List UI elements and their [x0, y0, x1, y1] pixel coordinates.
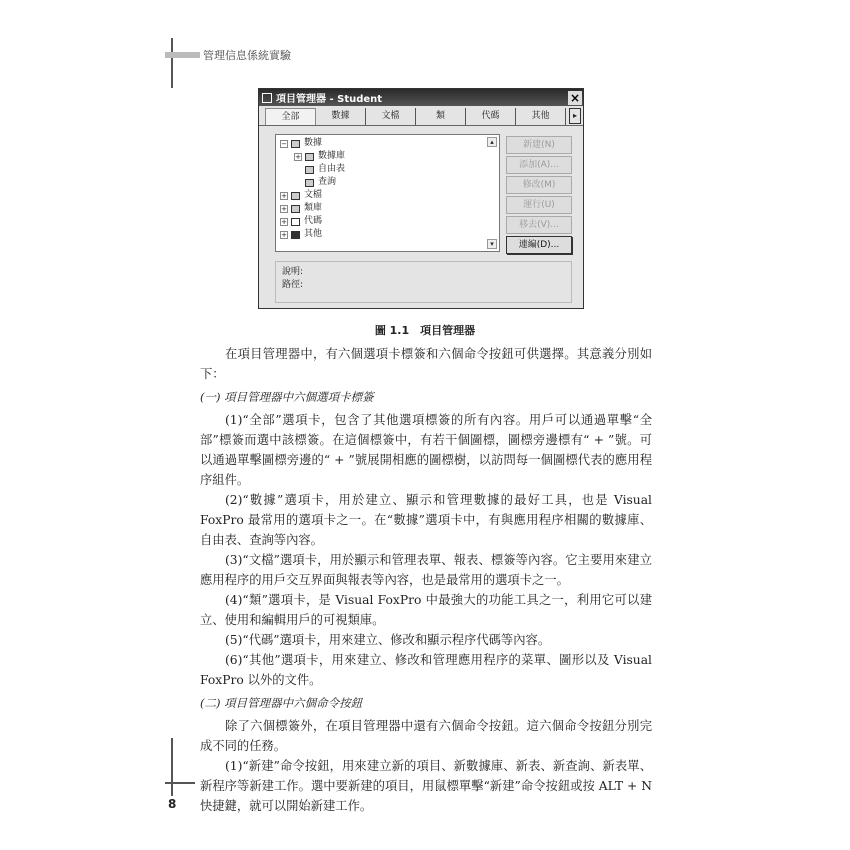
expand-icon[interactable]: + [281, 217, 287, 226]
document-icon [291, 192, 300, 200]
dialog-title: 項目管理器 - Student [276, 94, 383, 105]
class-library-icon [291, 205, 300, 213]
margin-rule-bottom [171, 738, 173, 796]
tree-node-other[interactable] [280, 228, 495, 241]
footer-rule [165, 782, 195, 784]
expand-icon[interactable]: + [281, 191, 287, 200]
node-label: 文檔 [304, 190, 323, 200]
paragraph-tab-classes: (4)“類”選項卡，是 Visual FoxPro 中最強大的功能工具之一，利用它可以建立、使用和編輯用戶的可視類庫。 [200, 593, 652, 627]
build-button[interactable]: 連編(D)... [506, 236, 572, 254]
section-heading-tabs: (一) 項目管理器中六個選項卡標簽 [200, 390, 374, 404]
scroll-down-icon[interactable]: ▾ [487, 239, 497, 249]
tree-node-class-libraries[interactable] [280, 202, 495, 215]
code-icon [291, 218, 300, 226]
tab-strip [259, 106, 583, 126]
data-icon [291, 140, 300, 148]
scroll-up-icon[interactable]: ▴ [487, 137, 497, 147]
intro-paragraph: 在項目管理器中，有六個選項卡標簽和六個命令按鈕可供選擇。其意義分別如下： [200, 347, 652, 381]
paragraph-buttons-intro: 除了六個標簽外，在項目管理器中還有六個命令按鈕。這六個命令按鈕分別完成不同的任務。 [200, 719, 652, 753]
section-heading-buttons: (二) 項目管理器中六個命令按鈕 [200, 696, 363, 710]
tree-node-queries[interactable] [280, 176, 495, 189]
node-label: 自由表 [318, 164, 346, 174]
remove-button[interactable]: 移去(V)... [506, 216, 572, 234]
description-label: 說明: [282, 267, 304, 277]
project-manager-dialog [258, 88, 584, 309]
node-label: 類庫 [304, 203, 323, 213]
page-number: 8 [168, 797, 177, 811]
app-icon [262, 93, 272, 103]
tab-other[interactable]: 其他 [516, 108, 566, 125]
node-label: 其他 [304, 229, 323, 239]
run-button[interactable]: 運行(U) [506, 196, 572, 214]
add-button[interactable]: 添加(A)... [506, 156, 572, 174]
close-icon[interactable]: × [569, 90, 581, 105]
header-bar [165, 52, 200, 58]
new-button[interactable]: 新建(N) [506, 136, 572, 154]
paragraph-tab-data: (2)“數據”選項卡，用於建立、顯示和管理數據的最好工具，也是 Visual FoxPro 最常用的選項卡之一。在“數據”選項卡中，有與應用程序相關的數據庫、自由表、查詢等內容。 [200, 493, 652, 547]
margin-rule-top [171, 38, 173, 88]
body-text [200, 344, 652, 816]
tab-data[interactable]: 數據 [316, 108, 366, 125]
paragraph-tab-code: (5)“代碼”選項卡，用來建立、修改和顯示程序代碼等內容。 [225, 633, 551, 647]
figure-caption: 圖 1.1 項目管理器 [374, 324, 476, 337]
node-label: 代碼 [304, 216, 323, 226]
expand-icon[interactable]: + [281, 230, 287, 239]
query-icon [305, 179, 314, 187]
node-label: 查詢 [318, 177, 337, 187]
collapse-icon[interactable]: − [281, 139, 287, 148]
expand-icon[interactable]: + [295, 152, 301, 161]
title-bar[interactable] [259, 89, 583, 106]
other-icon [291, 231, 300, 239]
node-label: 數據庫 [318, 151, 346, 161]
tab-code[interactable]: 代碼 [466, 108, 516, 125]
node-label: 數據 [304, 138, 323, 148]
expand-icon[interactable]: + [281, 204, 287, 213]
tab-classes[interactable]: 類 [416, 108, 466, 125]
paragraph-new-button: (1)“新建”命令按鈕，用來建立新的項目、新數據庫、新表、新查詢、新表單、新程序等新建工作。選中要新建的項目，用鼠標單擊“新建”命令按鈕或按 ALT + N 快捷鍵，就可以開始新建工作。 [200, 759, 652, 813]
database-icon [305, 153, 314, 161]
tab-documents[interactable]: 文檔 [366, 108, 416, 125]
tree-node-free-tables[interactable] [280, 163, 495, 176]
modify-button[interactable]: 修改(M) [506, 176, 572, 194]
path-label: 路徑: [282, 280, 304, 290]
running-title: 管理信息係統實驗 [203, 49, 291, 62]
table-icon [305, 166, 314, 174]
tree-node-data[interactable] [280, 137, 495, 150]
tree-node-documents[interactable] [280, 189, 495, 202]
tree-node-databases[interactable] [280, 150, 495, 163]
paragraph-tab-other: (6)“其他”選項卡，用來建立、修改和管理應用程序的菜單、圖形以及 Visual FoxPro 以外的文件。 [200, 653, 652, 687]
paragraph-tab-documents: (3)“文檔”選項卡，用於顯示和管理表單、報表、標簽等內容。它主要用來建立應用程序的用戶交互界面與報表等內容，也是最常用的選項卡之一。 [200, 553, 652, 587]
tab-all[interactable]: 全部 [265, 108, 316, 125]
info-panel [275, 261, 572, 303]
project-tree[interactable] [275, 134, 500, 252]
paragraph-tab-all: (1)“全部”選項卡，包含了其他選項標簽的所有內容。用戶可以通過單擊“全部”標簽而選中該標簽。在這個標簽中，有若干個圖標，圖標旁邊標有“ + ”號。可以通過單擊圖標旁邊的“ + ”號展開相應的圖標樹，以訪問每一個圖標代表的應用程序組件。 [200, 413, 652, 487]
tree-node-code[interactable] [280, 215, 495, 228]
tab-scroll-button[interactable]: ▸ [569, 108, 581, 124]
